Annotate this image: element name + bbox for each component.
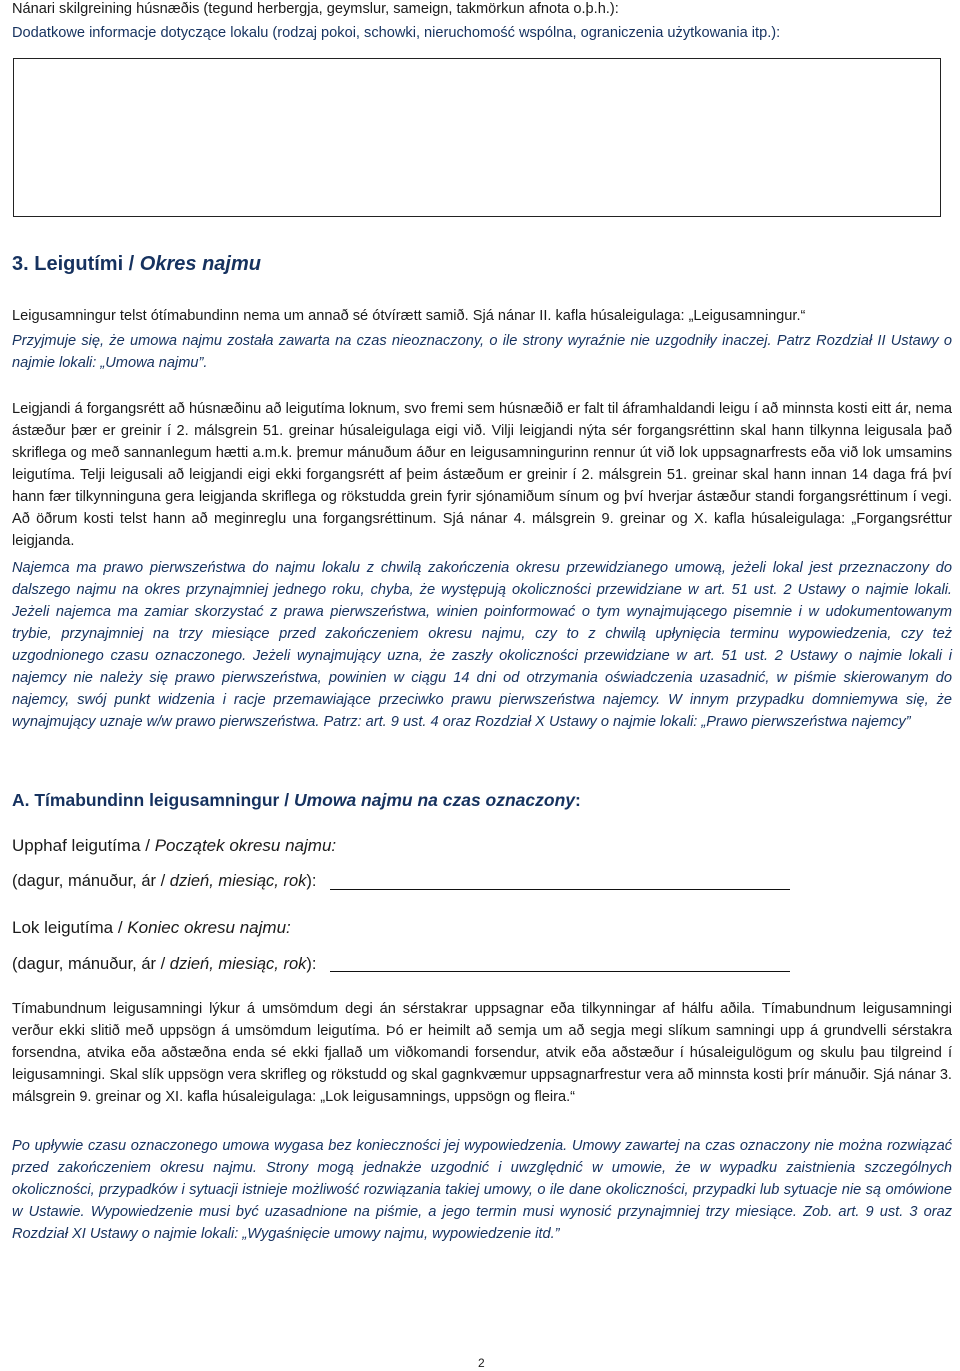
lease-start-label [12,836,336,856]
lease-start-label-pl: Początek okresu najmu: [154,836,337,855]
lease-end-label [12,918,291,938]
lease-end-label-pl: Koniec okresu najmu: [127,918,291,937]
section-a-heading-colon: : [575,790,581,810]
lease-start-date-label [12,872,317,891]
details-label-is: Nánari skilgreining húsnæðis (tegund herbergja, geymslur, sameign, takmörkun afnota o.þ.h.): [12,1,619,17]
priority-right-paragraph-pl: Najemca ma prawo pierwszeństwa do najmu lokalu z chwilą zakończenia okresu przewidzianego umową, jeżeli lokal jest przeznaczony do dalszego najmu na okres przynajmniej jednego roku, chyba, że występują okoliczności przewidziane w art. 51 ust. 2 Ustawy o najmie lokali. Jeżeli najemca ma zamiar skorzystać z prawa pierwszeństwa, winien poinformować o tym wynajmującego pisemnie i w udokumentowanym trybie, przynajmniej na trzy miesiące przed zakończeniem okresu najmu, czy to z chwilą upłynięcia terminu wypowiedzenia, czy też uzgodnionego czasu oznaczonego. Jeżeli wynajmujący uzna, że zaszły okoliczności przewidziane w art. 51 ust. 2 Ustawy o najmie lokali i najemcy nie należy się prawo pierwszeństwa, powinien w ciągu 14 dni od otrzymania oświadczenia uzasadnić, w piśmie skierowanym do najemcy, swój punkt widzenia i racje przemawiające przeciwko prawu pierwszeństwa najemcy. W innym przypadku domniemywa się, że wynajmujący uznaje w/w prawo pierwszeństwa. Patrz: art. 9 ust. 4 oraz Rozdział X Ustawy o najmie lokali: „Prawo pierwszeństwa najemcy” [12,560,952,730]
lease-end-date-field[interactable] [330,971,790,972]
section-3-heading [12,253,261,276]
lease-end-label-is: Lok leigutíma / [12,918,128,937]
priority-right-paragraph-is: Leigjandi á forgangsrétt að húsnæðinu að leigutíma loknum, svo fremi sem húsnæðið er falt til áframhaldandi leigu í að minnsta kosti eitt ár, nema ástæður þær er greinir í 2. málsgrein 51. greinar húsaleigulaga eigi við. Vilji leigjandi nýta sér forgangsréttinn skal hann tilkynna leigusala það skriflega og með sannanlegum hætti a.m.k. þremur mánuðum áður en leigusamningurinn rennur út við lok uppsagnarfrests eða við lok umsamins leigutíma. Telji leigusali að leigjandi eigi ekki forgangsrétt af þeim ástæðum er greinir í 2. málsgrein 51. greinar skal hann innan 14 daga frá því hann fær tilkynninguna gera leigjanda skriflega og rökstudda grein fyrir sjónamiðum sínum og því hverjar ástæður standi forgangsréttinum í vegi. Að öðrum kosti telst hann að meginreglu una forgangsréttinum. Sjá nánar 4. málsgrein 9. greinar og X. kafla húsaleigulaga: „Forgangsréttur leigjanda. [12,401,952,549]
lease-start-date-field[interactable] [330,889,790,890]
lease-term-paragraph-is: Leigusamningur telst ótímabundinn nema um annað sé ótvírætt samið. Sjá nánar II. kafla húsaleigulaga: „Leigusamningur.“ [12,308,806,324]
date-format-pl: dzień, miesiąc, rok [169,872,307,890]
page-number: 2 [478,1356,485,1370]
lease-start-label-is: Upphaf leigutíma / [12,836,155,855]
section-3-heading-is: 3. Leigutími / [12,253,140,275]
lease-end-date-label [12,955,317,974]
date-format-is: (dagur, mánuður, ár / [12,872,170,890]
section-a-heading [12,790,581,811]
section-a-heading-pl: Umowa najmu na czas oznaczony [293,790,575,810]
details-label-pl: Dodatkowe informacje dotyczące lokalu (rodzaj pokoi, schowki, nieruchomość wspólna, ograniczenia użytkowania itp.): [12,25,781,41]
section-3-heading-pl: Okres najmu [139,253,261,275]
date-format-close: ): [306,872,317,890]
date-format-close: ): [306,955,317,973]
lease-term-paragraph-pl: Przyjmuje się, że umowa najmu została zawarta na czas nieoznaczony, o ile strony wyraźnie nie uzgodniły inaczej. Patrz Rozdział II Ustawy o najmie lokali: „Umowa najmu”. [12,333,952,371]
property-details-box[interactable] [13,58,941,217]
section-a-heading-is: A. Tímabundinn leigusamningur / [12,790,294,810]
date-format-is: (dagur, mánuður, ár / [12,955,170,973]
date-format-pl: dzień, miesiąc, rok [169,955,307,973]
fixed-term-paragraph-pl: Po upływie czasu oznaczonego umowa wygasa bez konieczności jej wypowiedzenia. Umowy zawartej na czas oznaczony nie można rozwiązać przed zakończeniem okresu najmu. Strony mogą jednakże uzgodnić i uwzględnić w umowie, że w wypadku zaistnienia szczególnych okoliczności, przypadków i sytuacji istnieje możliwość rozwiązania takiej umowy, o ile dane okoliczności, przypadki lub sytuacje nie są omówione w Ustawie. Wypowiedzenie musi być uzasadnione na piśmie, a jego termin musi wynosić przynajmniej trzy miesiące. Zob. art. 9 ust. 3 oraz Rozdział XI Ustawy o najmie lokali: „Wygaśnięcie umowy najmu, wypowiedzenie itd.” [12,1138,952,1242]
fixed-term-paragraph-is: Tímabundnum leigusamningi lýkur á umsömdum degi án sérstakrar uppsagnar eða tilkynningar af hálfu aðila. Tímabundnum leigusamningi verður ekki slitið með uppsögn á umsömdum leigutíma. Þó er heimilt að semja um að segja megi slíkum samningi upp á grundvelli sérstakra forsendna, atvika eða aðstæðna enda sé ekki fjallað um viðkomandi forsendur, atvik eða aðstæður í húsaleigulögum og skulu þau tilgreind í leigusamningi. Skal slík uppsögn vera skrifleg og rökstudd og skal gagnkvæmur uppsagnarfrestur vera að minnsta kosti þrír mánuðir. Sjá nánar 3. málsgrein 9. greinar og XI. kafla húsaleigulaga: „Lok leigusamnings, uppsögn og fleira.“ [12,1001,952,1105]
